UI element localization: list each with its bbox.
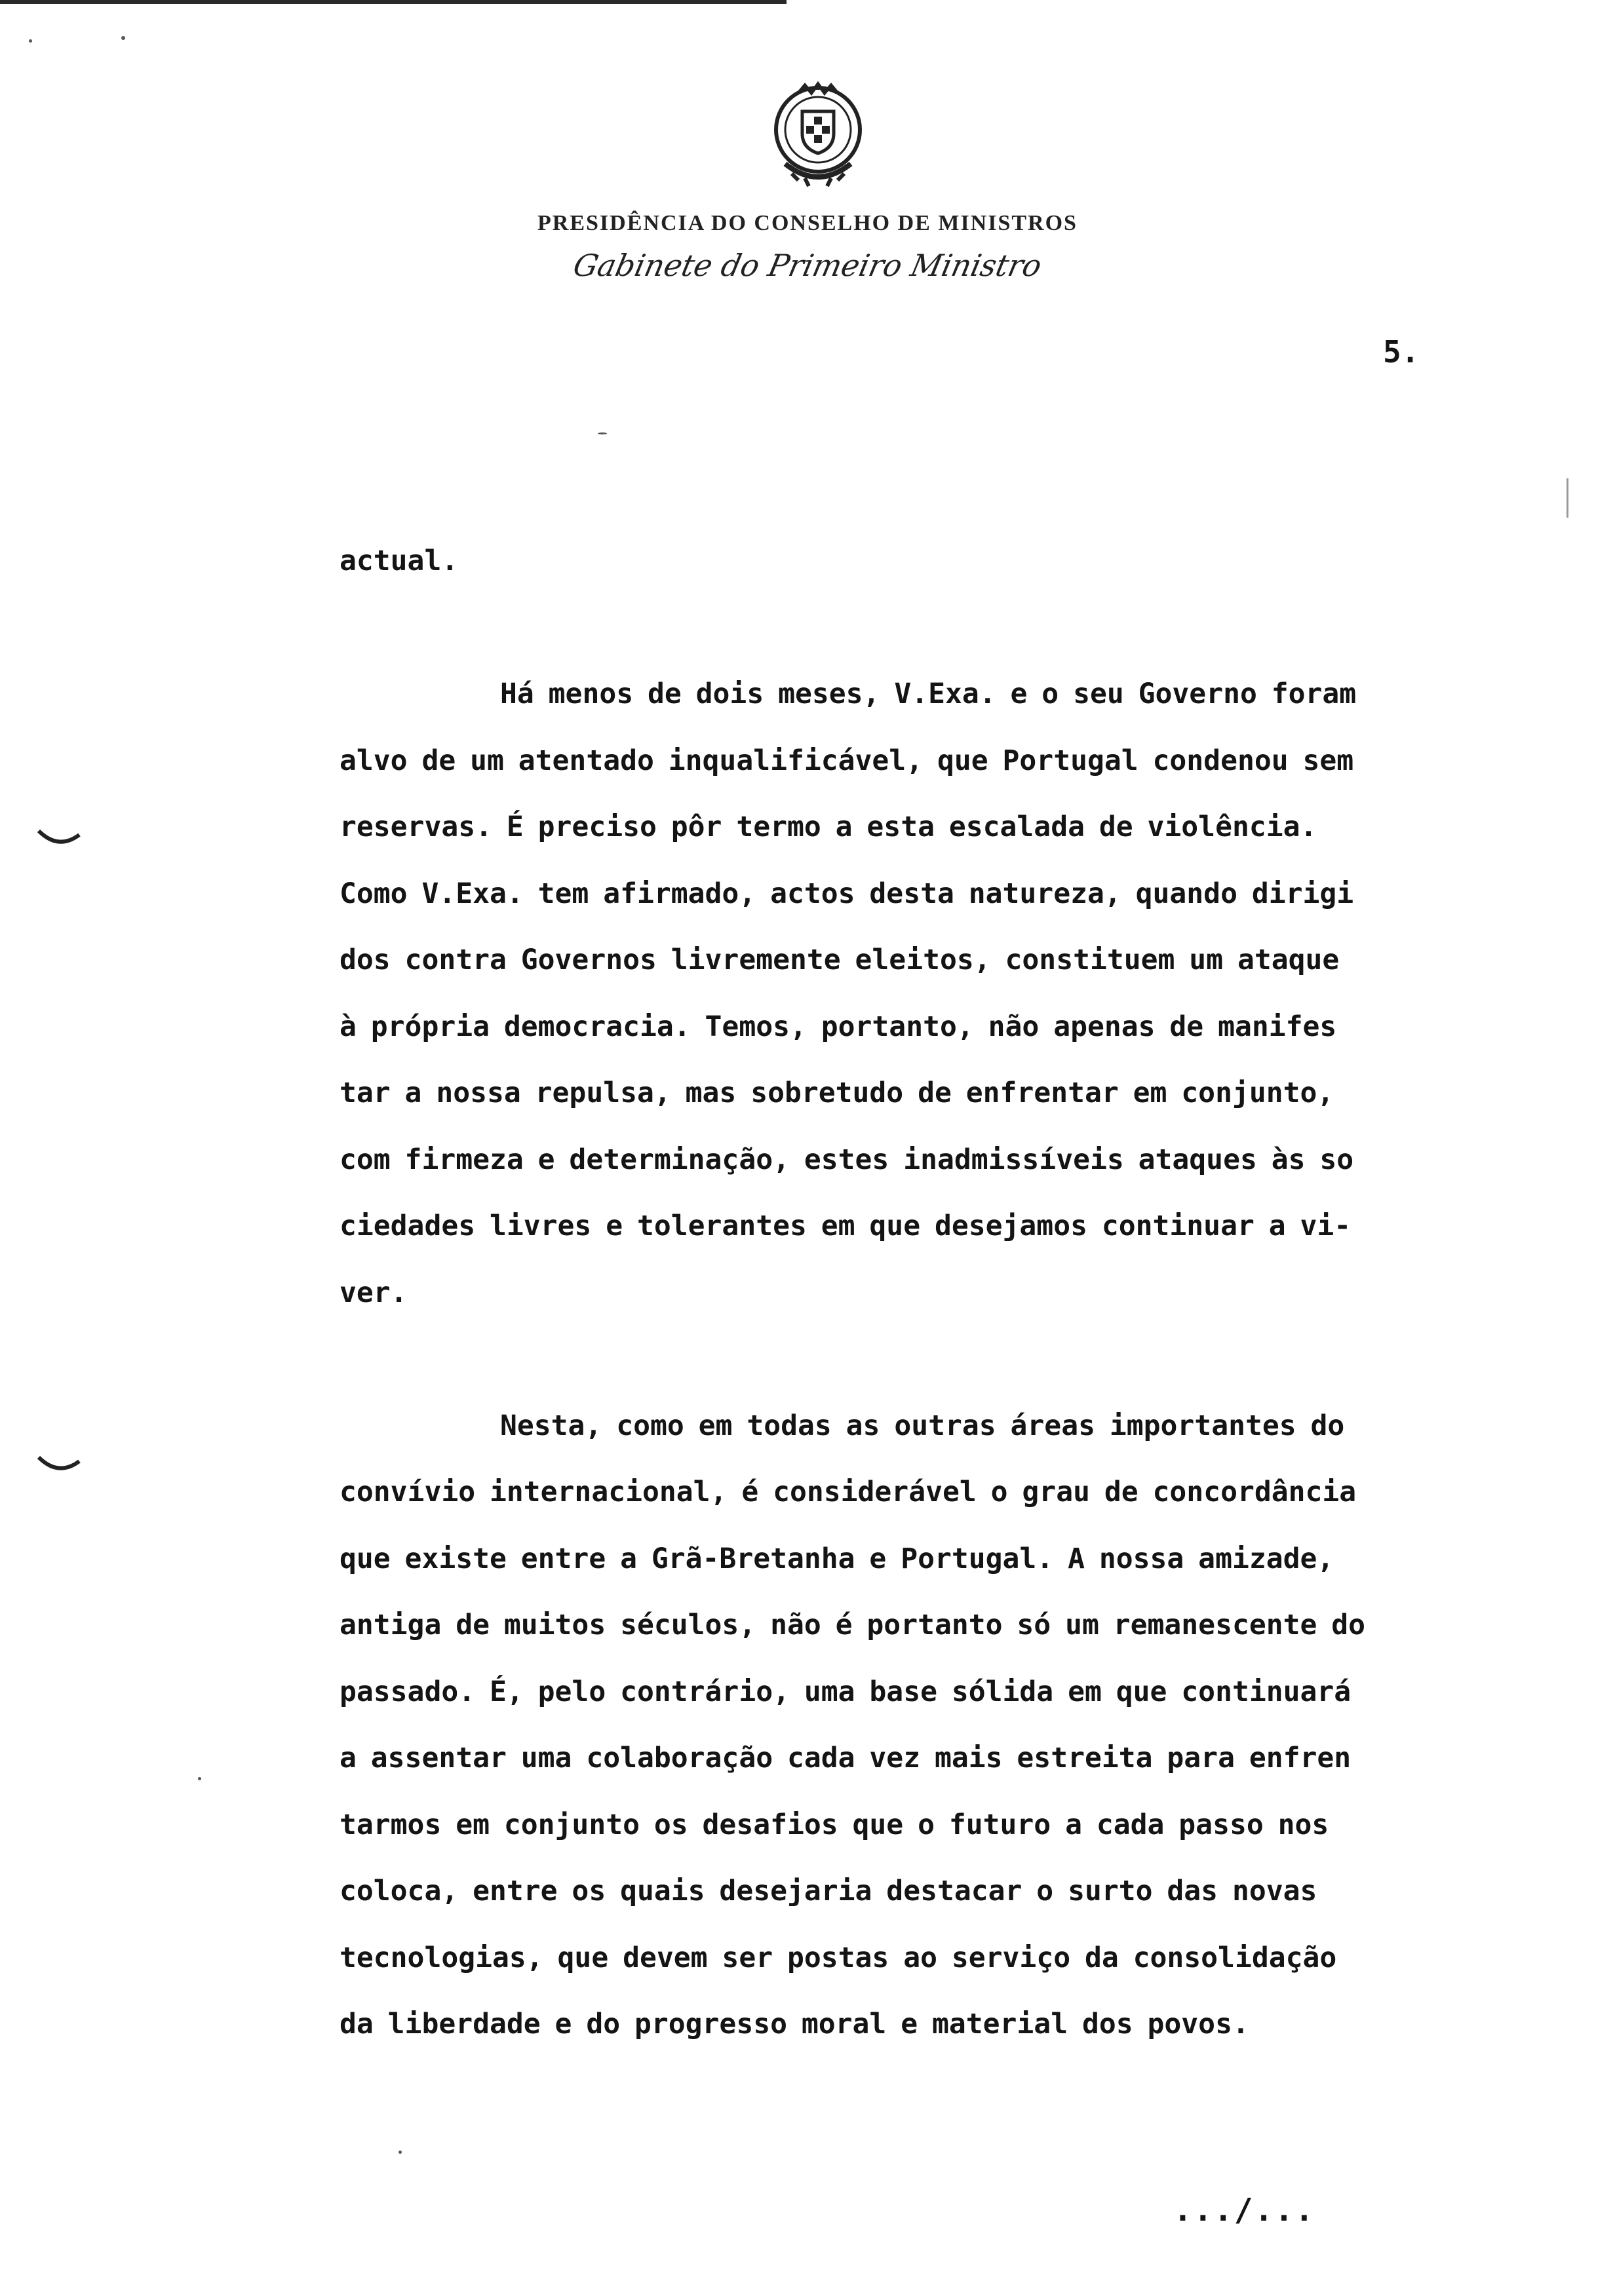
scan-speck bbox=[121, 36, 125, 40]
paragraph-line: tar a nossa repulsa, mas sobretudo de enfrentar em conjunto, bbox=[340, 1077, 1334, 1109]
letterhead-office-signature: Gabinete do Primeiro Ministro bbox=[570, 248, 1045, 283]
paragraph-line: tecnologias, que devem ser postas ao serviço da consolidação bbox=[340, 1941, 1337, 1974]
paragraph-line: dos contra Governos livremente eleitos, constituem um ataque bbox=[340, 944, 1340, 976]
paragraph-line: coloca, entre os quais desejaria destacar o surto das novas bbox=[340, 1875, 1317, 1907]
continuation-mark: .../... bbox=[1173, 2192, 1315, 2229]
paragraph-line: passado. É, pelo contrário, uma base sólida em que continuará bbox=[340, 1675, 1352, 1708]
paragraph-line: que existe entre a Grã-Bretanha e Portugal. A nossa amizade, bbox=[340, 1542, 1334, 1575]
paragraph-line: ciedades livres e tolerantes em que desejamos continuar a vi- bbox=[340, 1210, 1352, 1242]
paragraph-line: ver. bbox=[340, 1276, 408, 1309]
punch-hole-mark-icon bbox=[36, 827, 82, 849]
scan-speck bbox=[598, 432, 607, 434]
paragraph-line: Nesta, como em todas as outras áreas importantes do bbox=[500, 1409, 1345, 1442]
top-edge-rule bbox=[0, 0, 787, 4]
paragraph-line: convívio internacional, é considerável o grau de concordância bbox=[340, 1476, 1357, 1508]
paragraph-line: alvo de um atentado inqualificável, que Portugal condenou sem bbox=[340, 744, 1354, 777]
paragraph-line: antiga de muitos séculos, não é portanto só um remanescente do bbox=[340, 1609, 1366, 1641]
paragraph-line: reservas. É preciso pôr termo a esta escalada de violência. bbox=[340, 811, 1317, 843]
letter-body bbox=[340, 528, 1559, 2058]
page-number: 5. bbox=[1383, 334, 1420, 370]
paragraph-line: da liberdade e do progresso moral e material dos povos. bbox=[340, 2008, 1249, 2040]
paragraph-line: actual. bbox=[340, 545, 459, 577]
paragraph-line: Há menos de dois meses, V.Exa. e o seu Governo foram bbox=[500, 678, 1357, 710]
scan-speck bbox=[1566, 478, 1568, 518]
letterhead-institution: PRESIDÊNCIA DO CONSELHO DE MINISTROS bbox=[537, 211, 1078, 235]
paragraph-line: Como V.Exa. tem afirmado, actos desta natureza, quando dirigi bbox=[340, 877, 1354, 910]
paragraph-line: a assentar uma colaboração cada vez mais estreita para enfren bbox=[340, 1742, 1352, 1774]
paragraph-line: tarmos em conjunto os desafios que o futuro a cada passo nos bbox=[340, 1808, 1329, 1841]
paragraph-line: à própria democracia. Temos, portanto, não apenas de manifes bbox=[340, 1010, 1337, 1043]
coat-of-arms-seal-icon bbox=[766, 79, 870, 197]
paragraph-line: com firmeza e determinação, estes inadmissíveis ataques às so bbox=[340, 1143, 1354, 1176]
scan-speck bbox=[198, 1777, 201, 1780]
scan-speck bbox=[29, 39, 32, 43]
punch-hole-mark-icon bbox=[36, 1453, 82, 1476]
scan-speck bbox=[399, 2151, 402, 2154]
